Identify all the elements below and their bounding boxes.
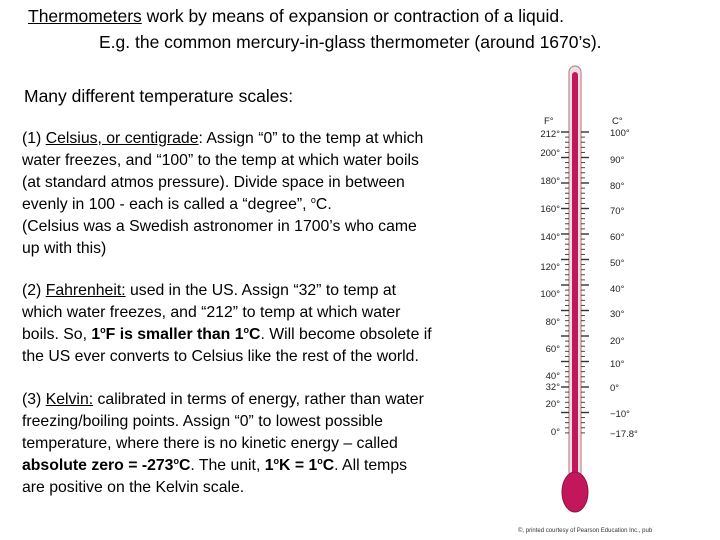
kelvin-l4-b4: K = 1 — [279, 457, 318, 474]
celsius-label: −17.8° — [610, 429, 638, 440]
celsius-label: 30° — [610, 309, 625, 320]
celsius-label: −10° — [610, 409, 630, 420]
fahrenheit-label: 32° — [545, 382, 560, 393]
celsius-header: C° — [612, 116, 623, 127]
fahrenheit-l3-b2: F is smaller than 1 — [105, 326, 244, 343]
celsius-label: 40° — [610, 284, 625, 295]
celsius-line-2: water freezes, and “100” to the temp at which water boils — [22, 152, 419, 169]
celsius-line-4 — [22, 194, 332, 216]
fahrenheit-line-3 — [22, 324, 432, 346]
celsius-label: 90° — [610, 155, 625, 166]
kelvin-term: Kelvin: — [45, 391, 94, 408]
celsius-label: 80° — [610, 181, 625, 192]
fahrenheit-l1-rest: used in the US. Assign “32” to temp at — [125, 282, 397, 299]
kelvin-line-2: freezing/boiling points. Assign “0” to lowest possible — [22, 413, 383, 430]
kelvin-prefix: (3) — [22, 391, 46, 408]
celsius-label: 100° — [610, 128, 630, 139]
fahrenheit-label: 100° — [540, 289, 560, 300]
kelvin-l4-end: . All temps — [334, 457, 408, 474]
kelvin-line-5: are positive on the Kelvin scale. — [22, 479, 245, 496]
thermometer-illustration — [500, 60, 700, 530]
celsius-line-5: (Celsius was a Swedish astronomer in 1700’s who came — [22, 218, 417, 235]
fahrenheit-label: 160° — [540, 204, 560, 215]
fahrenheit-label: 20° — [545, 399, 560, 410]
celsius-line-3: (at standard atmos pressure). Divide space in between — [22, 174, 405, 191]
fahrenheit-header: F° — [544, 116, 554, 127]
title-term: Thermometers — [28, 6, 142, 26]
kelvin-line-1 — [22, 389, 424, 411]
fahrenheit-line-1 — [22, 280, 396, 302]
kelvin-l1-rest: calibrated in terms of energy, rather than water — [93, 391, 424, 408]
kelvin-l4-bs: o — [173, 456, 179, 466]
kelvin-l4-b3s: o — [273, 456, 280, 466]
scales-heading: Many different temperature scales: — [24, 86, 294, 106]
celsius-l4: evenly in 100 - each is called a “degree”, — [22, 196, 311, 213]
kelvin-l4-b2: C — [178, 457, 191, 474]
kelvin-l4-b: absolute zero = -273 — [22, 457, 174, 474]
celsius-line-6: up with this) — [22, 240, 107, 257]
fahrenheit-l3-b1s: o — [100, 325, 106, 335]
celsius-l4-end: C. — [315, 196, 332, 213]
celsius-labels — [610, 128, 638, 440]
fahrenheit-label: 80° — [545, 317, 560, 328]
celsius-term: Celsius, or centigrade — [45, 130, 199, 147]
fahrenheit-line-2: which water freezes, and “212” to temp at which water — [22, 304, 401, 321]
celsius-line-1 — [22, 128, 423, 150]
fahrenheit-line-4: the US ever converts to Celsius like the rest of the world. — [22, 348, 419, 365]
title-line-2: E.g. the common mercury-in-glass thermometer (around 1670’s). — [99, 32, 602, 52]
fahrenheit-label: 0° — [550, 427, 560, 438]
fahrenheit-label: 40° — [545, 371, 560, 382]
title-line-1 — [28, 6, 564, 27]
kelvin-l4-mid: . The unit, — [190, 457, 265, 474]
image-credit: ©, printed courtesy of Pearson Education Inc., pub — [518, 528, 653, 534]
fahrenheit-prefix: (2) — [22, 282, 46, 299]
fahrenheit-label: 140° — [540, 232, 560, 243]
celsius-label: 60° — [610, 232, 625, 243]
thermometer-bulb — [562, 472, 588, 512]
thermometer-liquid-column — [572, 72, 578, 482]
fahrenheit-labels — [540, 129, 560, 438]
celsius-l4-deg: o — [310, 195, 316, 205]
fahrenheit-l3-b2s: o — [243, 325, 250, 335]
kelvin-line-3: temperature, where there is no kinetic energy – called — [22, 435, 398, 452]
kelvin-l4-b3: 1 — [264, 457, 274, 474]
fahrenheit-l3-pre: boils. So, — [22, 326, 92, 343]
fahrenheit-term: Fahrenheit: — [45, 282, 126, 299]
fahrenheit-l3-b1: 1 — [91, 326, 101, 343]
fahrenheit-label: 60° — [545, 344, 560, 355]
fahrenheit-label: 180° — [540, 176, 560, 187]
celsius-label: 0° — [610, 383, 620, 394]
kelvin-l4-b4s: o — [317, 456, 323, 466]
celsius-label: 50° — [610, 258, 625, 269]
celsius-prefix: (1) — [22, 130, 46, 147]
fahrenheit-label: 212° — [540, 129, 560, 140]
fahrenheit-label: 120° — [540, 262, 560, 273]
celsius-l1-rest: : Assign “0” to the temp at which — [198, 130, 424, 147]
kelvin-line-4 — [22, 455, 407, 477]
celsius-label: 70° — [610, 206, 625, 217]
fahrenheit-l3-end: . Will become obsolete if — [260, 326, 432, 343]
celsius-label: 10° — [610, 359, 625, 370]
fahrenheit-l3-b3: C — [249, 326, 261, 343]
title-rest: work by means of expansion or contraction of a liquid. — [141, 6, 564, 26]
celsius-label: 20° — [610, 336, 625, 347]
kelvin-l4-b5: C — [322, 457, 335, 474]
fahrenheit-label: 200° — [540, 148, 560, 159]
